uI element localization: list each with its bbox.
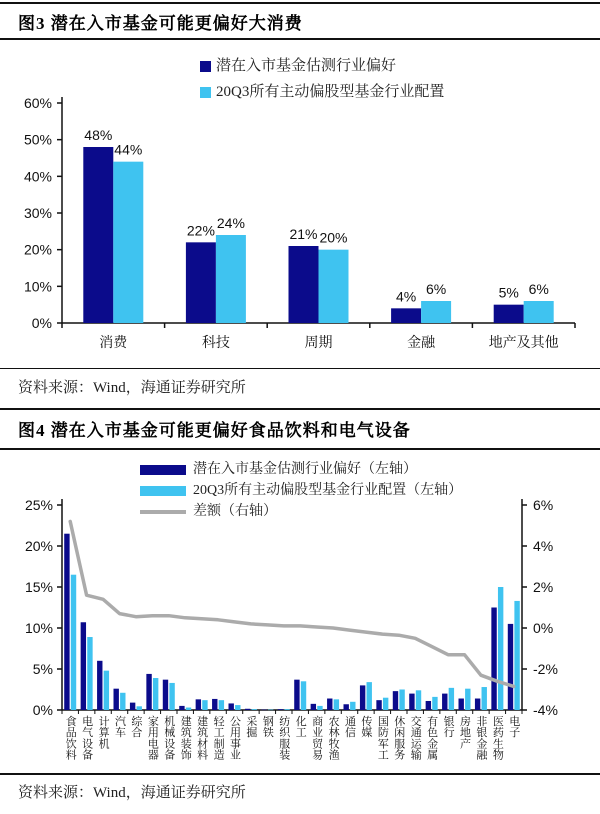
dark-blue-bar-swatch-icon [140, 465, 186, 475]
svg-text:30%: 30% [23, 205, 52, 221]
svg-text:电子: 电子 [509, 716, 521, 740]
figure4-source-rule [0, 773, 600, 775]
figure4-top-rule [0, 408, 600, 410]
svg-text:休闲服务: 休闲服务 [394, 716, 406, 762]
figure4-title: 图4 潜在入市基金可能更偏好食品饮料和电气设备 [18, 421, 411, 440]
light-blue-bar-swatch-icon [140, 486, 186, 496]
svg-text:钢铁: 钢铁 [262, 716, 274, 740]
figure4-title-underline [0, 448, 600, 450]
svg-text:周期: 周期 [304, 334, 333, 350]
svg-text:科技: 科技 [201, 334, 230, 350]
svg-text:化工: 化工 [295, 716, 307, 740]
svg-text:4%: 4% [395, 288, 417, 305]
figure3-source-rule [0, 368, 600, 369]
svg-text:银行: 银行 [443, 716, 455, 740]
svg-text:综合: 综合 [131, 716, 143, 740]
svg-text:48%: 48% [84, 127, 113, 143]
svg-text:医药生物: 医药生物 [492, 716, 504, 762]
svg-text:10%: 10% [23, 278, 52, 295]
svg-text:商业贸易: 商业贸易 [312, 716, 324, 762]
gray-line-swatch-icon [140, 510, 186, 514]
svg-text:地产及其他: 地产及其他 [488, 334, 559, 350]
svg-text:6%: 6% [533, 497, 554, 513]
figure3-legend [200, 53, 444, 105]
legend-item-series2 [200, 79, 444, 105]
legend-label: 潜在入市基金估测行业偏好 [216, 57, 397, 74]
figure3-title-underline [0, 38, 600, 40]
figure3-source: 资料来源：Wind，海通证券研究所 [18, 380, 246, 396]
svg-text:传媒: 传媒 [361, 716, 373, 740]
svg-text:5%: 5% [498, 284, 519, 301]
svg-text:-2%: -2% [533, 661, 558, 677]
svg-text:6%: 6% [425, 281, 447, 297]
svg-text:20%: 20% [319, 229, 348, 246]
svg-text:5%: 5% [32, 661, 53, 677]
svg-text:40%: 40% [23, 168, 52, 185]
svg-text:建筑装饰: 建筑装饰 [180, 716, 192, 762]
svg-text:44%: 44% [114, 141, 143, 158]
legend-label: 20Q3所有主动偏股型基金行业配置 [216, 83, 445, 100]
top-rule [0, 2, 600, 4]
legend-label: 差额（右轴） [193, 503, 277, 519]
legend-item-series1 [140, 459, 462, 480]
light-blue-swatch-icon [200, 87, 211, 98]
svg-text:采掘: 采掘 [246, 716, 258, 740]
svg-text:2%: 2% [533, 579, 554, 595]
svg-text:15%: 15% [24, 579, 53, 595]
svg-text:21%: 21% [289, 226, 318, 242]
svg-text:-4%: -4% [533, 702, 558, 718]
svg-text:0%: 0% [533, 620, 554, 636]
svg-text:食品饮料: 食品饮料 [65, 716, 77, 762]
dark-blue-swatch-icon [200, 61, 211, 72]
svg-text:汽车: 汽车 [115, 716, 126, 740]
svg-text:6%: 6% [528, 281, 549, 297]
svg-text:20%: 20% [23, 241, 52, 258]
svg-text:24%: 24% [216, 215, 245, 231]
svg-text:20%: 20% [24, 538, 53, 554]
legend-label: 潜在入市基金估测行业偏好（左轴） [193, 461, 417, 477]
svg-text:非银金融: 非银金融 [476, 716, 488, 762]
svg-text:机械设备: 机械设备 [164, 716, 176, 762]
figure3-title: 图3 潜在入市基金可能更偏好大消费 [18, 14, 303, 33]
svg-text:轻工制造: 轻工制造 [213, 716, 225, 762]
svg-text:家用电器: 家用电器 [147, 716, 159, 762]
legend-label: 20Q3所有主动偏股型基金行业配置（左轴） [193, 482, 463, 498]
figure4-source: 资料来源：Wind，海通证券研究所 [18, 785, 246, 801]
svg-text:25%: 25% [24, 497, 53, 513]
legend-item-series2 [140, 480, 462, 501]
svg-text:消费: 消费 [99, 334, 128, 350]
svg-text:农林牧渔: 农林牧渔 [328, 716, 340, 762]
svg-text:建筑材料: 建筑材料 [197, 716, 209, 762]
svg-text:国防军工: 国防军工 [377, 716, 389, 762]
svg-text:4%: 4% [533, 538, 554, 554]
svg-text:60%: 60% [23, 95, 52, 111]
svg-text:交通运输: 交通运输 [410, 716, 422, 762]
figure4-legend [140, 459, 462, 522]
svg-text:有色金属: 有色金属 [427, 716, 439, 762]
svg-text:通信: 通信 [345, 716, 356, 740]
svg-text:10%: 10% [24, 620, 53, 636]
svg-text:金融: 金融 [407, 334, 436, 350]
svg-text:公用事业: 公用事业 [230, 716, 241, 762]
svg-text:计算机: 计算机 [98, 716, 110, 751]
svg-text:房地产: 房地产 [460, 716, 471, 751]
svg-text:电气设备: 电气设备 [82, 716, 94, 762]
svg-text:0%: 0% [31, 315, 52, 331]
svg-text:纺织服装: 纺织服装 [279, 716, 291, 762]
svg-text:50%: 50% [23, 131, 52, 148]
legend-item-series3 [140, 501, 462, 522]
svg-text:0%: 0% [32, 702, 53, 718]
svg-text:22%: 22% [186, 222, 215, 239]
legend-item-series1 [200, 53, 444, 79]
